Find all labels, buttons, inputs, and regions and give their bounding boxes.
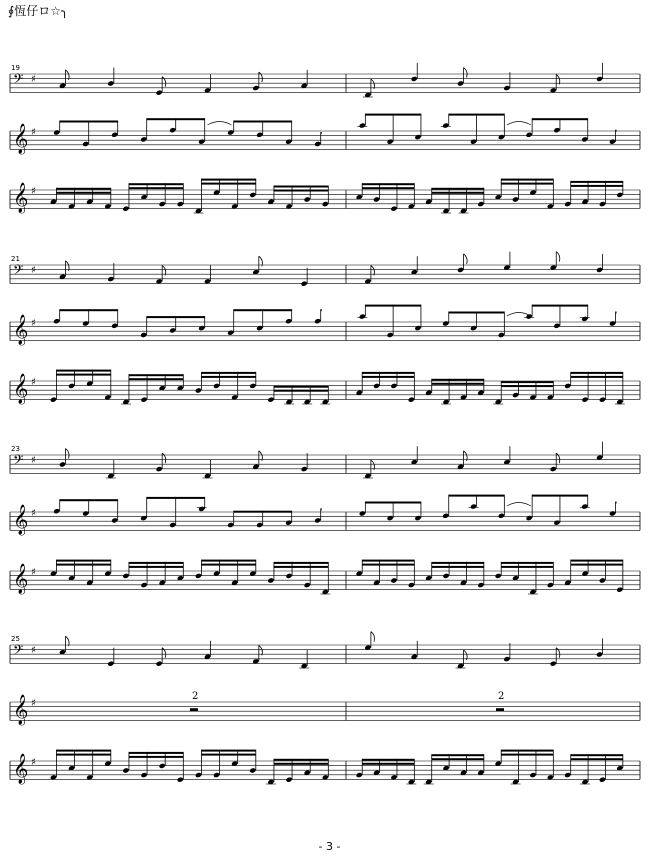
note-head bbox=[616, 587, 623, 593]
note-beam bbox=[362, 372, 414, 374]
note-head bbox=[498, 332, 505, 338]
note-beam bbox=[571, 181, 623, 183]
note-head bbox=[390, 577, 397, 583]
staff-1 bbox=[10, 252, 640, 287]
note-flag bbox=[556, 252, 560, 262]
note-head bbox=[503, 656, 510, 662]
note-beam bbox=[56, 188, 110, 190]
system-3 bbox=[10, 442, 640, 595]
note-head bbox=[609, 510, 616, 516]
note-beam bbox=[274, 759, 328, 761]
note-head bbox=[442, 320, 449, 326]
note-head bbox=[564, 201, 571, 207]
note-beam bbox=[362, 187, 414, 189]
rest-count: 2 bbox=[192, 691, 199, 702]
note-head bbox=[457, 80, 464, 86]
note-head bbox=[285, 777, 292, 783]
note-beam bbox=[432, 566, 484, 568]
tie-slur bbox=[507, 503, 531, 507]
note-beam bbox=[147, 316, 205, 318]
page-number: - 3 - bbox=[318, 840, 341, 853]
note-head bbox=[553, 520, 560, 526]
note-head bbox=[82, 510, 89, 516]
note-beam bbox=[321, 309, 322, 311]
note-beam bbox=[616, 130, 617, 132]
note-head bbox=[470, 325, 477, 331]
note-beam bbox=[501, 385, 553, 387]
note-beam bbox=[56, 374, 110, 376]
note-beam bbox=[501, 566, 553, 568]
note-head bbox=[252, 85, 259, 91]
note-head bbox=[256, 522, 263, 528]
note-head bbox=[314, 517, 321, 523]
note-head bbox=[408, 582, 415, 588]
treble-clef: 𝄞 bbox=[13, 374, 29, 404]
note-beam bbox=[274, 390, 328, 392]
note-beam bbox=[201, 179, 255, 181]
note-beam bbox=[501, 183, 553, 185]
measure-number: 21 bbox=[11, 255, 20, 263]
note-beam bbox=[571, 754, 623, 756]
note-head bbox=[314, 318, 321, 324]
note-beam bbox=[56, 560, 110, 562]
note-head bbox=[442, 513, 449, 519]
note-head bbox=[356, 772, 363, 778]
note-head bbox=[314, 141, 321, 147]
key-signature-sharp: ♯ bbox=[31, 508, 36, 519]
note-flag bbox=[556, 453, 560, 463]
note-head bbox=[373, 196, 380, 202]
note-beam bbox=[147, 497, 205, 499]
note-head bbox=[156, 90, 163, 96]
note-beam bbox=[129, 562, 183, 564]
note-beam bbox=[432, 758, 484, 760]
note-beam bbox=[129, 752, 183, 754]
note-beam bbox=[616, 312, 617, 314]
note-beam bbox=[432, 383, 484, 385]
note-head bbox=[111, 323, 118, 329]
key-signature-sharp: ♯ bbox=[31, 455, 36, 466]
note-head bbox=[582, 397, 589, 403]
note-head bbox=[107, 661, 114, 667]
note-beam bbox=[201, 560, 255, 562]
note-head bbox=[227, 522, 234, 528]
note-head bbox=[111, 517, 118, 523]
treble-clef: 𝄞 bbox=[13, 695, 29, 725]
note-head bbox=[213, 383, 220, 389]
note-head bbox=[107, 276, 114, 282]
note-head bbox=[249, 192, 256, 198]
note-head bbox=[53, 508, 60, 514]
note-head bbox=[301, 281, 308, 287]
note-head bbox=[411, 76, 418, 82]
key-signature-sharp: ♯ bbox=[31, 318, 36, 329]
staff-1 bbox=[10, 442, 640, 479]
note-head bbox=[359, 510, 366, 516]
note-beam bbox=[274, 566, 328, 568]
note-head bbox=[616, 192, 623, 198]
note-head bbox=[122, 573, 129, 579]
note-beam bbox=[571, 185, 623, 187]
note-head bbox=[169, 327, 176, 333]
note-flag bbox=[259, 72, 263, 82]
note-head bbox=[387, 515, 394, 521]
note-head bbox=[198, 506, 205, 512]
note-flag bbox=[66, 449, 70, 459]
note-head bbox=[169, 127, 176, 133]
note-head bbox=[373, 383, 380, 389]
note-beam bbox=[201, 564, 255, 566]
note-beam bbox=[56, 192, 110, 194]
note-flag bbox=[162, 265, 166, 275]
rest-count: 2 bbox=[498, 691, 505, 702]
note-head bbox=[581, 504, 588, 510]
staff-3 bbox=[10, 750, 640, 785]
note-beam bbox=[56, 564, 110, 566]
note-beam bbox=[449, 114, 505, 116]
note-head bbox=[581, 136, 588, 142]
note-beam bbox=[362, 183, 414, 185]
note-head bbox=[609, 320, 616, 326]
note-head bbox=[285, 318, 292, 324]
note-head bbox=[122, 767, 129, 773]
staff-2 bbox=[10, 114, 640, 155]
note-beam bbox=[129, 374, 183, 376]
note-beam bbox=[449, 495, 505, 497]
note-flag bbox=[371, 632, 375, 642]
note-flag bbox=[464, 254, 468, 264]
note-head bbox=[564, 772, 571, 778]
note-head bbox=[599, 777, 606, 783]
staff-2 bbox=[10, 305, 640, 346]
note-beam bbox=[321, 132, 322, 134]
bass-clef: 𝄢 bbox=[13, 71, 24, 90]
note-beam bbox=[616, 502, 617, 504]
treble-clef: 𝄞 bbox=[13, 315, 29, 345]
note-flag bbox=[371, 265, 375, 275]
treble-clef: 𝄞 bbox=[13, 124, 29, 154]
note-beam bbox=[56, 370, 110, 372]
note-beam bbox=[432, 562, 484, 564]
treble-clef: 𝄞 bbox=[13, 183, 29, 213]
note-head bbox=[550, 661, 557, 667]
note-head bbox=[477, 201, 484, 207]
measure-number: 19 bbox=[11, 64, 20, 72]
note-beam bbox=[234, 309, 292, 311]
note-beam bbox=[571, 372, 623, 374]
note-head bbox=[581, 316, 588, 322]
note-head bbox=[512, 392, 519, 398]
note-beam bbox=[432, 379, 484, 381]
staff-1 bbox=[10, 632, 640, 669]
note-head bbox=[301, 466, 308, 472]
note-head bbox=[82, 141, 89, 147]
note-beam bbox=[362, 376, 414, 378]
note-beam bbox=[147, 118, 205, 120]
note-head bbox=[267, 397, 274, 403]
note-head bbox=[122, 206, 129, 212]
note-head bbox=[596, 76, 603, 82]
measure-number: 25 bbox=[11, 635, 20, 643]
note-beam bbox=[201, 750, 255, 752]
note-head bbox=[547, 582, 554, 588]
note-head bbox=[443, 573, 450, 579]
note-head bbox=[177, 201, 184, 207]
note-head bbox=[387, 139, 394, 145]
note-beam bbox=[234, 511, 292, 513]
bass-clef: 𝄢 bbox=[13, 452, 24, 471]
note-head bbox=[177, 777, 184, 783]
note-beam bbox=[362, 763, 414, 765]
note-head bbox=[82, 320, 89, 326]
note-beam bbox=[432, 188, 484, 190]
note-beam bbox=[432, 754, 484, 756]
note-head bbox=[111, 132, 118, 138]
note-head bbox=[156, 466, 163, 472]
note-beam bbox=[571, 758, 623, 760]
note-head bbox=[498, 513, 505, 519]
note-head bbox=[599, 201, 606, 207]
note-beam bbox=[201, 754, 255, 756]
note-head bbox=[50, 397, 57, 403]
note-head bbox=[159, 763, 166, 769]
note-head bbox=[285, 573, 292, 579]
note-beam bbox=[501, 562, 553, 564]
note-head bbox=[140, 332, 147, 338]
multi-measure-rest bbox=[190, 708, 198, 711]
note-head bbox=[322, 201, 329, 207]
note-head bbox=[599, 397, 606, 403]
note-beam bbox=[129, 756, 183, 758]
key-signature-sharp: ♯ bbox=[31, 567, 36, 578]
note-beam bbox=[532, 118, 588, 120]
note-beam bbox=[365, 502, 421, 504]
note-beam bbox=[274, 386, 328, 388]
treble-clef: 𝄞 bbox=[13, 505, 29, 535]
note-head bbox=[359, 123, 366, 129]
staff-2 bbox=[10, 691, 640, 726]
note-beam bbox=[201, 183, 255, 185]
note-beam bbox=[274, 763, 328, 765]
note-head bbox=[553, 127, 560, 133]
note-head bbox=[140, 515, 147, 521]
note-head bbox=[408, 397, 415, 403]
note-head bbox=[285, 520, 292, 526]
note-head bbox=[470, 504, 477, 510]
note-head bbox=[304, 196, 311, 202]
note-beam bbox=[501, 179, 553, 181]
note-head bbox=[390, 383, 397, 389]
note-head bbox=[140, 136, 147, 142]
note-head bbox=[414, 325, 421, 331]
note-head bbox=[213, 772, 220, 778]
note-head bbox=[477, 582, 484, 588]
note-head bbox=[227, 129, 234, 135]
note-head bbox=[256, 132, 263, 138]
note-beam bbox=[201, 376, 255, 378]
note-beam bbox=[571, 560, 623, 562]
note-head bbox=[195, 772, 202, 778]
note-head bbox=[198, 139, 205, 145]
note-head bbox=[249, 383, 256, 389]
note-head bbox=[68, 383, 75, 389]
note-beam bbox=[56, 754, 110, 756]
staff-2 bbox=[10, 495, 640, 536]
note-head bbox=[195, 387, 202, 393]
note-head bbox=[59, 461, 66, 467]
note-head bbox=[503, 85, 510, 91]
note-beam bbox=[365, 305, 421, 307]
note-beam bbox=[365, 114, 421, 116]
note-head bbox=[526, 314, 533, 320]
key-signature-sharp: ♯ bbox=[31, 645, 36, 656]
note-head bbox=[553, 323, 560, 329]
note-head bbox=[414, 515, 421, 521]
note-head bbox=[526, 515, 533, 521]
note-head bbox=[249, 767, 256, 773]
tie-slur bbox=[507, 122, 531, 126]
note-beam bbox=[274, 190, 328, 192]
note-beam bbox=[129, 566, 183, 568]
note-head bbox=[387, 332, 394, 338]
note-beam bbox=[129, 183, 183, 185]
note-head bbox=[457, 267, 464, 273]
key-signature-sharp: ♯ bbox=[31, 74, 36, 85]
tie-slur bbox=[208, 122, 232, 126]
note-head bbox=[512, 196, 519, 202]
key-signature-sharp: ♯ bbox=[31, 377, 36, 388]
note-flag bbox=[162, 453, 166, 463]
multi-measure-rest bbox=[496, 708, 504, 711]
note-beam bbox=[129, 187, 183, 189]
note-beam bbox=[571, 376, 623, 378]
note-head bbox=[359, 314, 366, 320]
note-head bbox=[140, 397, 147, 403]
note-head bbox=[529, 772, 536, 778]
note-head bbox=[53, 318, 60, 324]
note-head bbox=[526, 132, 533, 138]
key-signature-sharp: ♯ bbox=[31, 186, 36, 197]
note-flag bbox=[464, 68, 468, 78]
note-flag bbox=[66, 261, 70, 271]
staff-3 bbox=[10, 179, 640, 214]
note-beam bbox=[362, 564, 414, 566]
note-flag bbox=[162, 648, 166, 658]
note-head bbox=[470, 139, 477, 145]
treble-clef: 𝄞 bbox=[13, 754, 29, 784]
note-beam bbox=[532, 305, 588, 307]
note-beam bbox=[449, 312, 505, 314]
staff-3 bbox=[10, 370, 640, 405]
note-head bbox=[107, 80, 114, 86]
note-beam bbox=[60, 121, 118, 123]
measure-number: 23 bbox=[11, 445, 20, 453]
staff-3 bbox=[10, 560, 640, 595]
note-head bbox=[550, 466, 557, 472]
note-head bbox=[609, 139, 616, 145]
note-beam bbox=[362, 759, 414, 761]
key-signature-sharp: ♯ bbox=[31, 127, 36, 138]
note-head bbox=[442, 123, 449, 129]
note-head bbox=[140, 582, 147, 588]
note-head bbox=[53, 129, 60, 135]
note-head bbox=[498, 134, 505, 140]
note-head bbox=[304, 582, 311, 588]
note-head bbox=[198, 325, 205, 331]
note-head bbox=[414, 134, 421, 140]
note-head bbox=[227, 330, 234, 336]
key-signature-sharp: ♯ bbox=[31, 757, 36, 768]
key-signature-sharp: ♯ bbox=[31, 265, 36, 276]
note-head bbox=[390, 206, 397, 212]
note-head bbox=[140, 772, 147, 778]
system-2 bbox=[10, 252, 640, 405]
note-beam bbox=[56, 750, 110, 752]
note-beam bbox=[501, 381, 553, 383]
note-beam bbox=[501, 750, 553, 752]
note-head bbox=[285, 139, 292, 145]
note-beam bbox=[571, 564, 623, 566]
note-beam bbox=[60, 499, 118, 501]
note-head bbox=[495, 573, 502, 579]
note-head bbox=[596, 267, 603, 273]
note-beam bbox=[201, 372, 255, 374]
note-flag bbox=[464, 451, 468, 461]
note-flag bbox=[556, 648, 560, 658]
score-header-text: ∮恆仔ロ☆╮ bbox=[8, 4, 69, 18]
note-head bbox=[195, 573, 202, 579]
bass-clef: 𝄢 bbox=[13, 642, 24, 661]
note-head bbox=[596, 651, 603, 657]
note-head bbox=[169, 522, 176, 528]
system-4 bbox=[10, 632, 640, 785]
note-beam bbox=[129, 378, 183, 380]
note-beam bbox=[432, 192, 484, 194]
note-beam bbox=[501, 754, 553, 756]
note-beam bbox=[234, 121, 292, 123]
note-flag bbox=[162, 77, 166, 87]
key-signature-sharp: ♯ bbox=[31, 698, 36, 709]
treble-clef: 𝄞 bbox=[13, 564, 29, 594]
note-head bbox=[267, 577, 274, 583]
staff-1 bbox=[10, 63, 640, 98]
note-beam bbox=[60, 309, 118, 311]
bass-clef: 𝄢 bbox=[13, 262, 24, 281]
note-head bbox=[159, 201, 166, 207]
system-1 bbox=[10, 63, 640, 214]
note-beam bbox=[362, 560, 414, 562]
note-beam bbox=[274, 562, 328, 564]
note-flag bbox=[259, 451, 263, 461]
note-head bbox=[256, 325, 263, 331]
note-beam bbox=[321, 508, 322, 510]
note-head bbox=[564, 383, 571, 389]
note-head bbox=[599, 577, 606, 583]
note-beam bbox=[532, 495, 588, 497]
note-head bbox=[156, 661, 163, 667]
note-beam bbox=[274, 186, 328, 188]
